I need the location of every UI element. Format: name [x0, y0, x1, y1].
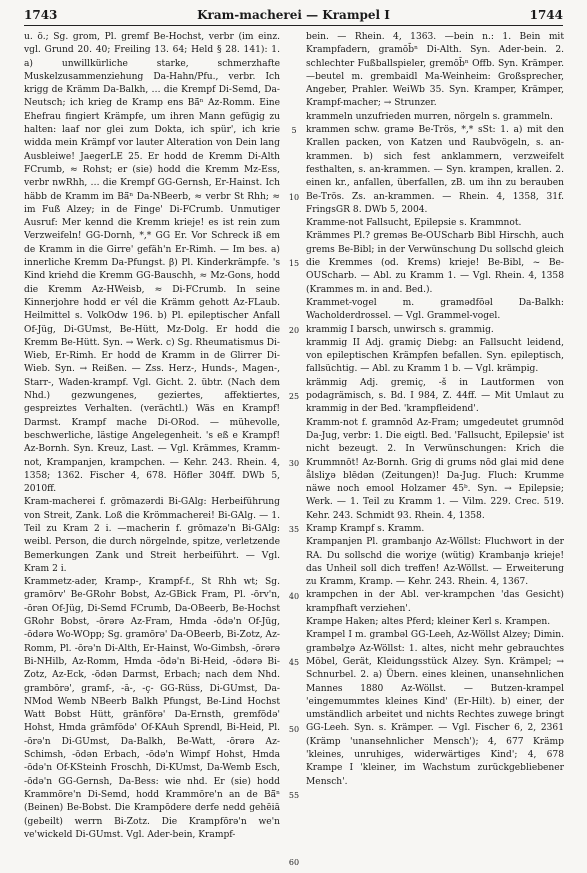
entry-kramp: Kramp Krampf s. Kramm. — [306, 523, 425, 534]
entry-kram-macherei: Kram-macherei f. grōmazərdi Bi-GAlg: Herbeiführung von Streit, Zank. Loß die Krömmacherei! Bi-GAlg. — 1. Teil zu Kram 2 i. —macherin f. grōmazə'n Bi-GAlg: weibl. Person, die durch nörgelnde, spitze, verletzende Bemerkungen Zank und Streit herbeiführt. — Vgl. Kram 2 i. — [24, 497, 280, 574]
entry-krammet-vogel: Krammet-vogel m. gramədfōəl Da-Balkh: Wacholderdrossel. — Vgl. Grammel-vogel. — [306, 297, 564, 322]
entry-krammetz-ader: Krammetz-ader, Kramp-, Krampf-f., St Rhh wt; Sg. gramōrv' Be-GRohr Bobst, Az-GBick Fram, Pl. -ōrv'n, -ōrən Of-Jüg, Di-Semd FCrumb, Da-OBeerb, Be-Hochst GRohr Bobst, -ōrərə Az-Fram, Hmda -ōdə'n Of-Jüg, -ōdərə Wo-WOpp; Sg. gramōrə' Da-OBeerb, Bi-Zotz, Az-Romm, Pl. -ōrə'n Di-Alth, Er-Hainst, Wo-Gimbsh, -ōrərə Bi-NHilb, Az-Romm, Hmda -ōdə'n Bi-Heid, -ōdərə Bi-Zotz, Az-Eck, -ōdən Darmst, Erbach; nach dem Nhd. grambōrə', gramf-, -ā-, -ç- GG-Rüss, Di-GUmst, Da-NMod Wemb NBeerb Balkh Pfungst, Be-Lind Hochst Watt Bobst Hütt, grānfōrə' Da-Ernsth, gremfōdə' Hohst, Hmda grāmfōdə' Of-KAuh Sprendl, Bi-Heid, Pl. -ōrə'n Di-GUmst, Da-Balkh, Be-Watt, -ōrərə Az-Schimsh, -ōdən Erbach, -ōdə'n Wimpf Hohst, Hmda -ōdə'n Of-KSteinh Froschh, Di-KUmst, Da-Wemb Esch, -ōdə'n GG-Gernsh, Da-Bess: wie nhd. Er (sie) hodd Krammōre'n Di-Semd, hodd Krammōre'n an de Bä̃ⁿ (Beinen) Be-Bobst. Die Krampōdere derfe nedd gehēiā (gebeilt) werrn Bi-Zotz. Die Krampfōrə'n we'n ve'wickeld Di-GUmst. Vgl. Ader-bein, Krampf- — [24, 577, 280, 840]
entry-krammig-i: krammig I barsch, unwirsch s. grammig. — [306, 324, 494, 335]
entry-kraemmig: krämmig Adj. gremiç, -š in Lautformen von podagrämisch, s. Bd. I 984, Z. 44ff. — Mit Umlaut zu krammig in der Bed. 'krampfleidend'. — [306, 377, 564, 415]
line-number: 35 — [288, 525, 300, 535]
line-number: 40 — [288, 591, 300, 601]
line-number: 30 — [288, 458, 300, 468]
left-column — [24, 31, 280, 867]
line-number: 50 — [288, 724, 300, 734]
entry-krammig-ii: krammig II Adj. gramiç Diebg: an Fallsucht leidend, von epileptischen Krämpfen befallen. Syn. epileptisch, fallsüchtig. — Abl. zu Kramm 1 b. — Vgl. krämpig. — [306, 337, 564, 375]
entry-krampchen: krampchen in der Abl. ver-krampchen 'das Gesicht) krampfhaft verziehen'. — [306, 590, 564, 614]
line-number: 20 — [288, 325, 300, 335]
entry-krammen: krammen schw. gramə Be-Trös, *,* sSt: 1. a) mit den Krallen packen, von Katzen und Raubvögeln, s. an-krammen. b) sich fest anklammern, verzweifelt festhalten, s. an-krammen. — Syn. krampen, krallen. 2. einen kr., anfallen, überfallen, zB. um ihn zu berauben Be-Trös. Zs. an-krammen. — Rhein. 4, 1358, 31f. FringsGR 8. DWb 5, 2004. — [306, 125, 564, 215]
right-column — [306, 31, 564, 867]
line-number: 55 — [288, 791, 300, 801]
entry-krampanjen: Krampanjen Pl. grambanjo Az-Wöllst: Fluchwort in der RA. Du sollschd die woriχe (wütig) Krambanjə krieje! das Unheil soll dich treffen! Az-Wöllst. — Erweiterung zu Kramm, Kramp. — Kehr. 243. Rhein. 4, 1367. — [306, 537, 564, 588]
running-title: Kram-macherei — Krampel I — [197, 8, 390, 22]
entry-krammeln: krammeln unzufrieden murren, nörgeln s. grammeln. — [306, 111, 553, 122]
entry-krampel-i: Krampel I m. grambəl GG-Leeh, Az-Wöllst Alzey; Dimin. grambəlχə Az-Wöllst: 1. altes, nicht mehr gebrauchtes Möbel, Gerät, Kleidungsstück Alzey. Syn. Krämpel; → Schnurbel. 2. a) Übern. eines kleinen, unansehnlichen Mannes 1880 Az-Wöllst. — Butzen-krampel 'eingemummtes kleines Kind' (Er-Hilt). b) einer, der umständlich arbeitet und nichts Rechtes zuwege bringt GG-Leeh. Syn. s. Krämper. — Vgl. Fischer 6, 2, 2361 (Krämp 'unansehnlicher Mensch'); 4, 677 Krämp 'kleines, unruhiges, widerwärtiges Kind'; 4, 678 Krampe I 'kleiner, im Wachstum zurückgebliebener Mensch'. — [306, 630, 564, 787]
entry-krampe: Krampe Haken; altes Pferd; kleiner Kerl s. Krampen. — [306, 617, 551, 628]
line-number: 5 — [291, 126, 297, 136]
entry-kramme-not: Kramme-not Fallsucht, Epilepsie s. Krammnot. — [306, 218, 522, 229]
line-number: 15 — [288, 259, 300, 269]
line-number: 60 — [288, 857, 300, 867]
entry-kramm-not: Kramm-not f. gramnōd Az-Fram; umgedeutet grumnōd Da-Jug, verbr: 1. Die eigtl. Bed. 'Fallsucht, Epilepsie' ist nicht bezeugt. 2. In Verwünschungen: Krich die Krummnōt! Az-Bornh. Grig di grums nōd glai mid dene ålsliχə blēdən (Zeitungen)! Da-Jug. Fluch: Krumme näwe noch emool Holzamer 45ᵇ. Syn. → Epilepsie; Werk. — 1. Teil zu Kramm 1. — Vilm. 229. Crec. 519. Kehr. 243. Schmidt 93. Rhein. 4, 1358. — [306, 417, 564, 521]
entry-kraemmes: Krämmes Pl.? greməs Be-OUScharb Bibl Hirschh, auch grems Be-Bibl; in der Verwünschung Du sollschd gleich die Kremmes (od. Krems) krieje! Be-Bibl, ~ Be-OUScharb. — Abl. zu Kramm 1. — Vgl. Rhein. 4, 1358 (Krammes m. in and. Bed.). — [306, 231, 564, 295]
line-number: 45 — [288, 658, 300, 668]
page-header — [24, 8, 563, 26]
entry-krampfbein-cont: bein. — Rhein. 4, 1363. —bein n.: 1. Bein mit Krampfadern, gramōb̄ⁿ Di-Alth. Syn. Ader-bein. 2. schlechter Fußballspieler, gremōb̄ⁿ Offb. Syn. Krämper. —beutel m. grembaidl Ma-Weinheim: Großsprecher, Angeber, Prahler. WeiWb 35. Syn. Kramper, Krämper, Krampf-macher; → Strunzer. — [306, 32, 564, 109]
entry-krampf: u. ö.; Sg. grom, Pl. gremf Be-Hochst, verbr (im einz. vgl. Grund 20. 40; Freiling 13. 64; Held § 28. 141): 1. a) unwillkürliche starke, schmerzhafte Muskelzusammenziehung Da-Hahn/Pfu., verbr. Ich krigg de Krämm Da-Balkh, … die Krempf Di-Semd, Da-Neutsch; ich krieg de Kramp ens Bä̃ⁿ Az-Romm. Eine Ehefrau fingiert Krämpfe, um ihren Mann gefügig zu halten: laaf nor glei zum Dokta, ich spür', ich krie widda mein Krämpf vor lauter Alteration von Dein lang Ausbleiwe! JaegerLE 25. Er hodd de Kremm Di-Alth FCrumb, ≈ Rohst; er (sie) hodd die Kremm Mz-Ess, verbr nwRhh, … die Krempf GG-Gernsh, Er-Hainst. Ich häbb de Kramm im Bä̃ⁿ Da-NBeerb, ≈ verbr St Rhh; ≈ im Fuß Alzey; in de Finge' Di-FCrumb. Unmutiger Ausruf: Mer kennd die Kremm krieje! es ist rein zum Verzweifeln! GG-Dornh, *,* GG Er. Vor Schreck iß em de Kramm in die Girre' gefäh'n Er-Rimh. — Im bes. a) innerliche Kremm Da-Pfungst. β) Pl. Kinderkrämpfe. 's Kind kriehd die Kremm GG-Bauschh, ≈ Mz-Gons, hodd die Kremm Az-HWeisb, ≈ Di-FCrumb. In seine Kinnerjohre hodd er vél die Krämm gehott Az-FLaub. Heilmittel s. VolkOdw 196. b) Pl. epileptischer Anfall Of-Jüg, Di-GUmst, Be-Hütt, Mz-Dolg. Er hodd die Kremm Be-Hütt. Syn. → Werk. c) Sg. Rheumatismus Di-Wieb, Er-Rimh. Er hodd de Kramm in de Glirrer Di-Wieb. Syn. → Reißen. — Zss. Herz-, Hunds-, Magen-, Starr-, Waden-krampf. Vgl. Gicht. 2. übtr. (Nach dem Nhd.) gezwungenes, geziertes, affektiertes, gespreiztes Verhalten. (verächtl.) Wäs en Krampf! Darmst. Krampf mache Di-ORod. — mühevolle, beschwerliche, lästige Angelegenheit. 's eß e Krampf! Az-Bornh. Syn. Kreuz, Last. — Vgl. Krämmes, Kramm-not, Krampanjen, krampchen. — Kehr. 243. Rhein. 4, 1358; 1362. Fischer 4, 678. Höfler 304ff. DWb 5, 2010ff. — [24, 32, 280, 495]
page-number-right: 1744 — [529, 8, 563, 22]
header-rule — [24, 25, 563, 26]
page-number-left: 1743 — [24, 8, 58, 22]
line-number: 10 — [288, 192, 300, 202]
line-number: 25 — [288, 392, 300, 402]
